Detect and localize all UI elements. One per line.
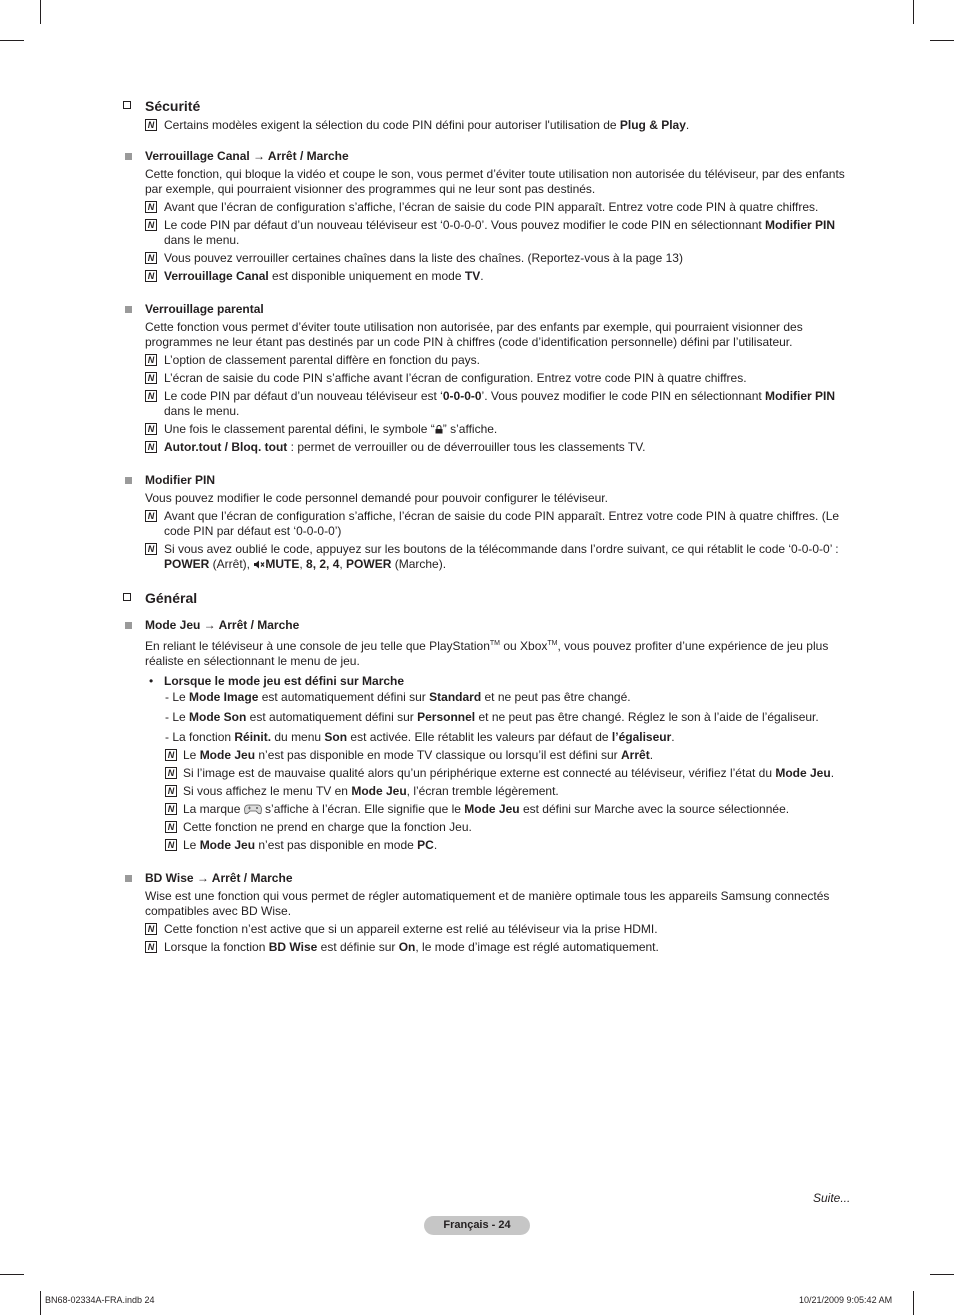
note-icon: N: [165, 767, 177, 779]
crop-mark: [913, 1291, 914, 1315]
checkbox-square-icon: [123, 593, 131, 601]
paragraph: Cette fonction vous permet d’éviter toute utilisation non autorisée, par des enfants par exemple, qui pourraient visionner des programmes ne leur étant pas destinés par un code PIN à chiffres (code d’identification personnelle) défini par l’utilisateur.: [145, 320, 803, 349]
crop-mark: [40, 1291, 41, 1315]
note: N Si vous avez oublié le code, appuyez sur les boutons de la télécommande dans l’ordre suivant, ce qui rétablit le code ‘0-0-0-0’ : POWER (Arrêt), MUTE, 8, 2, 4, POWER (Marche).: [120, 542, 860, 572]
subsection-title: Verrouillage parental: [145, 302, 264, 316]
note-icon: N: [145, 252, 157, 264]
crop-mark: [0, 40, 24, 41]
note: N Autor.tout / Bloq. tout : permet de verrouiller ou de déverrouiller tous les classements TV.: [120, 440, 860, 455]
note: N Le code PIN par défaut d’un nouveau téléviseur est ‘0-0-0-0’. Vous pouvez modifier le code PIN en sélectionnant Modifier PIN dans le menu.: [120, 218, 860, 248]
note-icon: N: [165, 785, 177, 797]
gray-square-icon: [125, 875, 132, 882]
subsection-mode-jeu: [120, 618, 860, 633]
gray-square-icon: [125, 306, 132, 313]
manual-content: [120, 90, 860, 955]
crop-mark: [40, 0, 41, 24]
section-securite: [120, 94, 860, 112]
section-title: Sécurité: [145, 98, 201, 114]
note-icon: N: [145, 390, 157, 402]
dash-item: - Le Mode Image est automatiquement défini sur Standard et ne peut pas être changé.: [165, 690, 631, 704]
note: N Cette fonction n’est active que si un appareil externe est relié au téléviseur via la prise HDMI.: [120, 922, 860, 937]
note: N Si vous affichez le menu TV en Mode Jeu, l’écran tremble légèrement.: [120, 784, 860, 799]
note: N Lorsque la fonction BD Wise est définie sur On, le mode d’image est réglé automatiquement.: [120, 940, 860, 955]
note: N Le Mode Jeu n’est pas disponible en mode TV classique ou lorsqu’il est défini sur Arrêt.: [120, 748, 860, 763]
dash-item: - La fonction Réinit. du menu Son est activée. Elle rétablit les valeurs par défaut de l’égaliseur.: [165, 730, 675, 744]
subsection-modifier-pin: [120, 473, 860, 488]
gray-square-icon: [125, 153, 132, 160]
note: N Avant que l’écran de configuration s’affiche, l’écran de saisie du code PIN apparaît. Entrez votre code PIN à quatre chiffres.: [120, 200, 860, 215]
note-icon: N: [165, 839, 177, 851]
note: N Certains modèles exigent la sélection du code PIN défini pour autoriser l'utilisation de Plug & Play.: [120, 118, 860, 133]
note-icon: N: [145, 923, 157, 935]
subsection-title: Modifier PIN: [145, 473, 216, 487]
subsection-title: Mode Jeu → Arrêt / Marche: [145, 618, 300, 632]
note: N Verrouillage Canal est disponible uniquement en mode TV.: [120, 269, 860, 284]
note-icon: N: [165, 749, 177, 761]
crop-mark: [0, 1274, 24, 1275]
note: N La marque s’affiche à l’écran. Elle signifie que le Mode Jeu est défini sur Marche avec la source sélectionnée.: [120, 802, 860, 817]
note-icon: N: [145, 354, 157, 366]
note-icon: N: [165, 803, 177, 815]
subsection-bd-wise: [120, 871, 860, 886]
note: N L’option de classement parental diffère en fonction du pays.: [120, 353, 860, 368]
gamepad-icon: [244, 803, 262, 815]
paragraph: En reliant le téléviseur à une console de jeu telle que PlayStation™ ou Xbox™, vous pouvez profiter d’une expérience de jeu plus réaliste en sélectionnant le menu de jeu.: [145, 639, 829, 668]
continued-label: Suite...: [813, 1191, 851, 1205]
note: N Avant que l’écran de configuration s’affiche, l’écran de saisie du code PIN apparaît. Entrez votre code PIN à quatre chiffres. (Le code PIN par défaut est ‘0-0-0-0’): [120, 509, 860, 539]
note: N Vous pouvez verrouiller certaines chaînes dans la liste des chaînes. (Reportez-vous à la page 13): [120, 251, 860, 266]
subsection-title: Verrouillage Canal → Arrêt / Marche: [145, 149, 349, 163]
note: N Une fois le classement parental défini, le symbole “ ” s’affiche.: [120, 422, 860, 437]
note-icon: N: [145, 270, 157, 282]
subsection-title: BD Wise → Arrêt / Marche: [145, 871, 293, 885]
section-title: Général: [145, 590, 198, 606]
footer-timestamp: 10/21/2009 9:05:42 AM: [799, 1295, 893, 1305]
gray-square-icon: [125, 622, 132, 629]
paragraph: Wise est une fonction qui vous permet de régler automatiquement et de manière optimale tous les appareils Samsung connectés compatibles avec BD Wise.: [145, 889, 830, 918]
checkbox-square-icon: [123, 101, 131, 109]
bullet-item: • Lorsque le mode jeu est défini sur Marche: [149, 674, 405, 688]
page-number-badge: Français - 24: [424, 1216, 530, 1235]
paragraph: Cette fonction, qui bloque la vidéo et coupe le son, vous permet d’éviter toute utilisation non autorisée du téléviseur, par des enfants par exemple, qui pourraient visionner des programmes qui ne leur sont pas destinés.: [145, 167, 845, 196]
mute-icon: [253, 560, 265, 569]
section-general: [120, 586, 860, 604]
dash-item: - Le Mode Son est automatiquement défini sur Personnel et ne peut pas être changé. Réglez le son à l’aide de l’égaliseur.: [165, 710, 819, 724]
note-icon: N: [145, 201, 157, 213]
subsection-verrouillage-canal: [120, 149, 860, 164]
lock-icon: [435, 425, 443, 434]
crop-mark: [930, 1274, 954, 1275]
gray-square-icon: [125, 477, 132, 484]
note: N Le code PIN par défaut d’un nouveau téléviseur est ‘0-0-0-0’. Vous pouvez modifier le code PIN en sélectionnant Modifier PIN dans le menu.: [120, 389, 860, 419]
paragraph: Vous pouvez modifier le code personnel demandé pour pouvoir configurer le téléviseur.: [145, 491, 608, 505]
note-icon: N: [145, 543, 157, 555]
crop-mark: [913, 0, 914, 24]
note: N L’écran de saisie du code PIN s’affiche avant l’écran de configuration. Entrez votre code PIN à quatre chiffres.: [120, 371, 860, 386]
note-icon: N: [145, 219, 157, 231]
note-icon: N: [145, 372, 157, 384]
note-icon: N: [145, 441, 157, 453]
note: N Le Mode Jeu n’est pas disponible en mode PC.: [120, 838, 860, 853]
note-icon: N: [145, 941, 157, 953]
note-icon: N: [145, 510, 157, 522]
note-icon: N: [145, 423, 157, 435]
note-icon: N: [165, 821, 177, 833]
subsection-verrouillage-parental: [120, 302, 860, 317]
note-icon: N: [145, 119, 157, 131]
footer-file-name: BN68-02334A-FRA.indb 24: [45, 1295, 155, 1305]
note: N Cette fonction ne prend en charge que la fonction Jeu.: [120, 820, 860, 835]
crop-mark: [930, 40, 954, 41]
note: N Si l’image est de mauvaise qualité alors qu’un périphérique externe est connecté au téléviseur, vérifiez l’état du Mode Jeu.: [120, 766, 860, 781]
